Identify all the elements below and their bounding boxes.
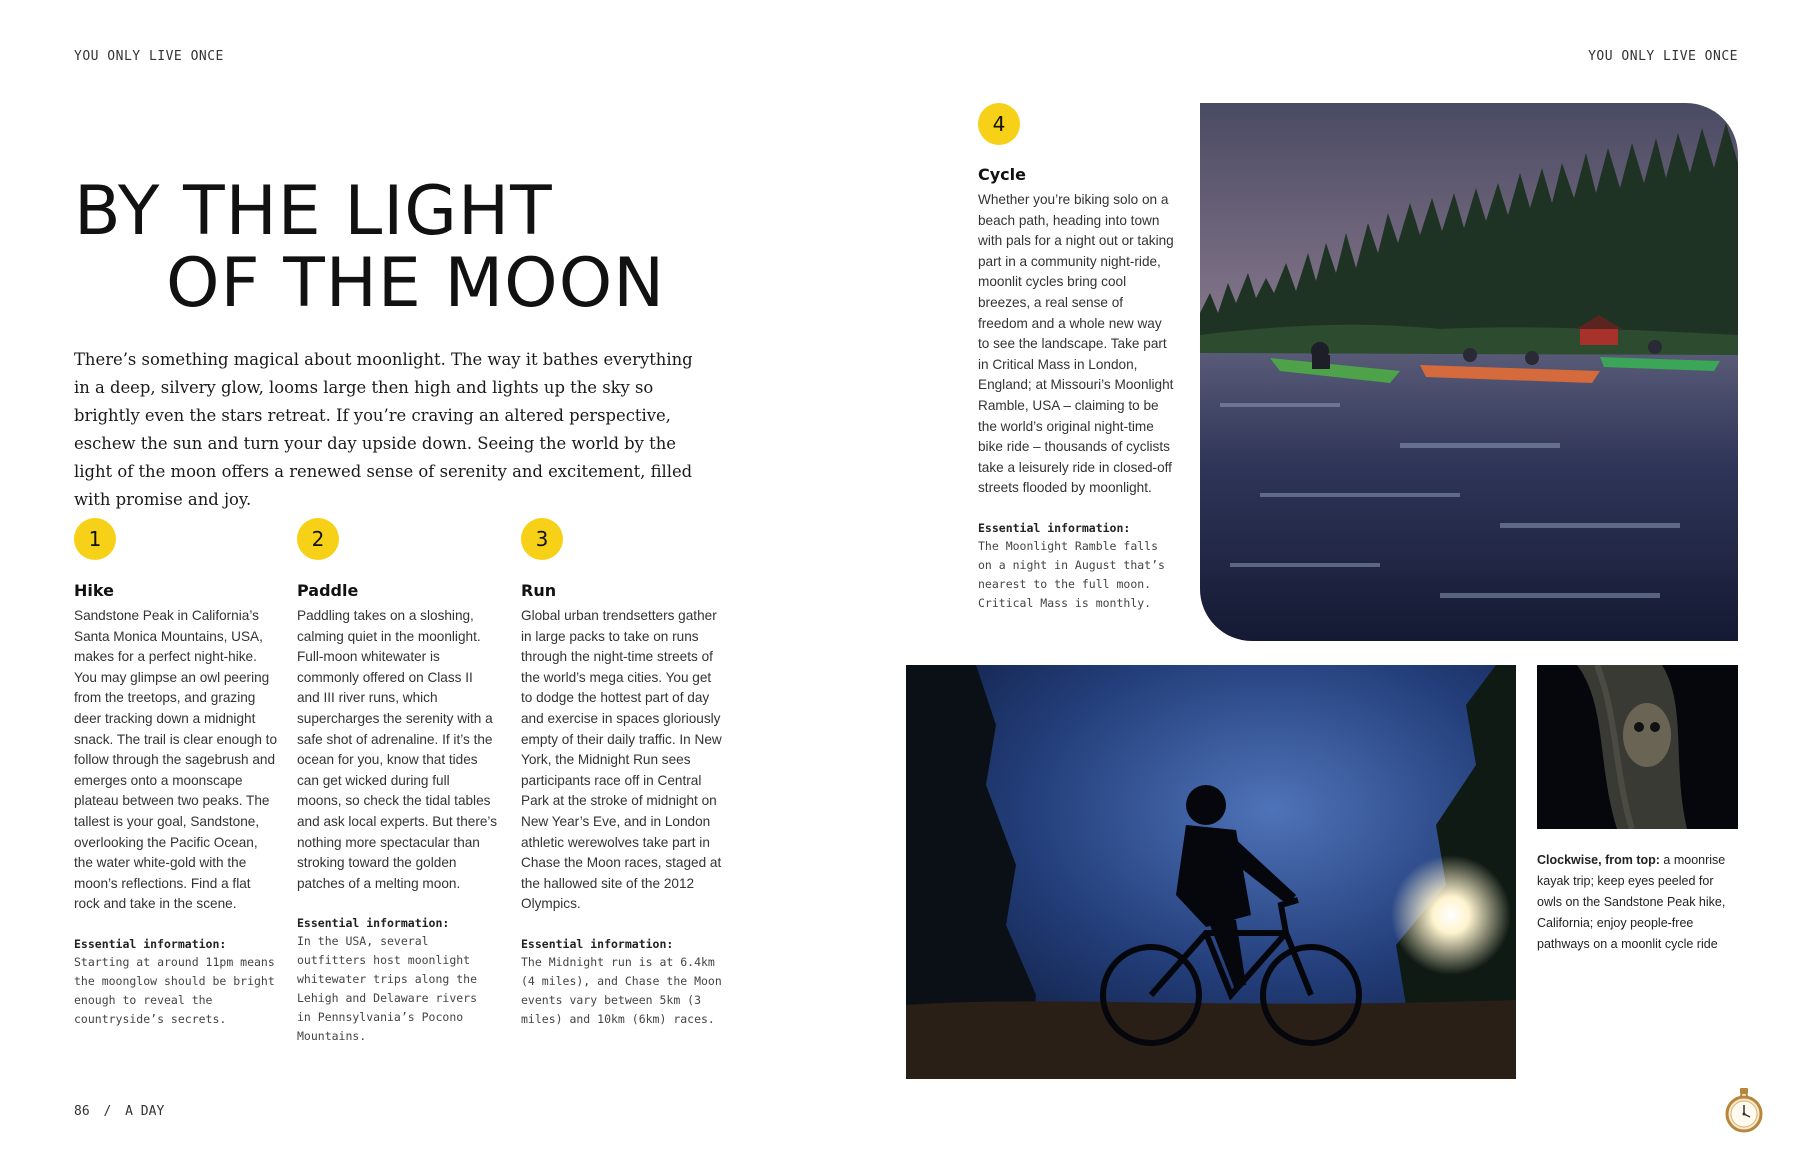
photo-caption [1537, 850, 1737, 955]
section-cycle [978, 103, 1176, 613]
article-title [74, 172, 666, 323]
essential-info-text: The Midnight run is at 6.4km (4 miles), and Chase the Moon events vary between 5km (3 miles) and 10km (6km) races. [521, 954, 722, 1026]
cyclist-photo [906, 665, 1516, 1079]
section-body: Paddling takes on a sloshing, calming quiet in the moonlight. Full-moon whitewater is commonly offered on Class II and III river runs, which supercharges the serenity with a safe shot of adrenaline. If it’s the ocean for you, know that tides can get wicked during full moons, so check the tidal tables and ask local experts. But there’s nothing more spectacular than stroking toward the golden patches of a melting moon. [297, 608, 497, 891]
section-number-badge: 1 [74, 518, 116, 560]
footer-section: A DAY [125, 1104, 165, 1119]
essential-info-label: Essential information: [74, 936, 227, 951]
kayak-illustration [1200, 103, 1738, 641]
section-hike [74, 518, 279, 1029]
essential-info-label: Essential information: [978, 520, 1131, 535]
section-heading: Run [521, 581, 557, 600]
owl-illustration [1537, 665, 1738, 829]
page-footer [74, 1104, 164, 1119]
section-heading: Cycle [978, 165, 1026, 184]
caption-text: a moonrise kayak trip; keep eyes peeled for owls on the Sandstone Peak hike, California; enjoy people-free pathways on a moonlit cycle ride [1537, 853, 1726, 951]
running-head-left: YOU ONLY LIVE ONCE [74, 49, 224, 64]
caption-lead: Clockwise, from top: [1537, 853, 1660, 867]
essential-info-text: Starting at around 11pm means the moonglow should be bright enough to reveal the countryside’s secrets. [74, 954, 275, 1026]
section-body: Global urban trendsetters gather in large packs to take on runs through the night-time streets of the world’s mega cities. You get to dodge the hottest part of day and exercise in spaces gloriously empty of their daily traffic. In New York, the Midnight Run sees participants race off in Central Park at the stroke of midnight on New Year’s Eve, and in London athletic werewolves take part in Chase the Moon races, staged at the hallowed site of the 2012 Olympics. [521, 608, 722, 912]
kayak-photo [1200, 103, 1738, 641]
essential-info-text: In the USA, several outfitters host moonlight whitewater trips along the Lehigh and Delaware rivers in Pennsylvania’s Pocono Mountains. [297, 934, 478, 1044]
owl-photo [1537, 665, 1738, 829]
page-number: 86 [74, 1104, 90, 1119]
section-run [521, 518, 723, 1029]
footer-separator: / [103, 1104, 112, 1119]
section-heading: Paddle [297, 581, 359, 600]
essential-info-label: Essential information: [521, 936, 674, 951]
intro-paragraph: There’s something magical about moonlight. The way it bathes everything in a deep, silvery glow, looms large then high and lights up the sky so brightly even the stars retreat. If you’re craving an altered perspective, eschew the sun and turn your day upside down. Seeing the world by the light of the moon offers a renewed sense of serenity and excitement, filled with promise and joy. [74, 350, 693, 509]
title-line-2: OF THE MOON [166, 244, 666, 323]
section-number-badge: 2 [297, 518, 339, 560]
section-number-badge: 4 [978, 103, 1020, 145]
running-head-right: YOU ONLY LIVE ONCE [1588, 49, 1738, 64]
essential-info-label: Essential information: [297, 916, 450, 931]
pocket-watch-icon [1724, 1086, 1764, 1134]
section-heading: Hike [74, 581, 114, 600]
title-line-1: BY THE LIGHT [74, 172, 553, 251]
essential-info-text: The Moonlight Ramble falls on a night in August that’s nearest to the full moon. Critical Mass is monthly. [978, 538, 1165, 610]
section-body: Sandstone Peak in California’s Santa Monica Mountains, USA, makes for a perfect night-hike. You may glimpse an owl peering from the treetops, and grazing deer tracking down a midnight snack. The trail is clear enough to follow through the sagebrush and emerges onto a moonscape plateau between two peaks. The tallest is your goal, Sandstone, overlooking the Pacific Ocean, the water white-gold with the moon’s reflections. Find a flat rock and take in the scene. [74, 608, 278, 912]
section-body: Whether you’re biking solo on a beach path, heading into town with pals for a night out or taking part in a community night-ride, moonlit cycles bring cool breezes, a real sense of freedom and a whole new way to see the landscape. Take part in Critical Mass in London, England; at Missouri’s Moonlight Ramble, USA – claiming to be the world’s original night-time bike ride – thousands of cyclists take a leisurely ride in closed-off streets flooded by moonlight. [978, 192, 1174, 496]
cyclist-illustration [906, 665, 1516, 1079]
section-paddle [297, 518, 497, 1046]
section-number-badge: 3 [521, 518, 563, 560]
